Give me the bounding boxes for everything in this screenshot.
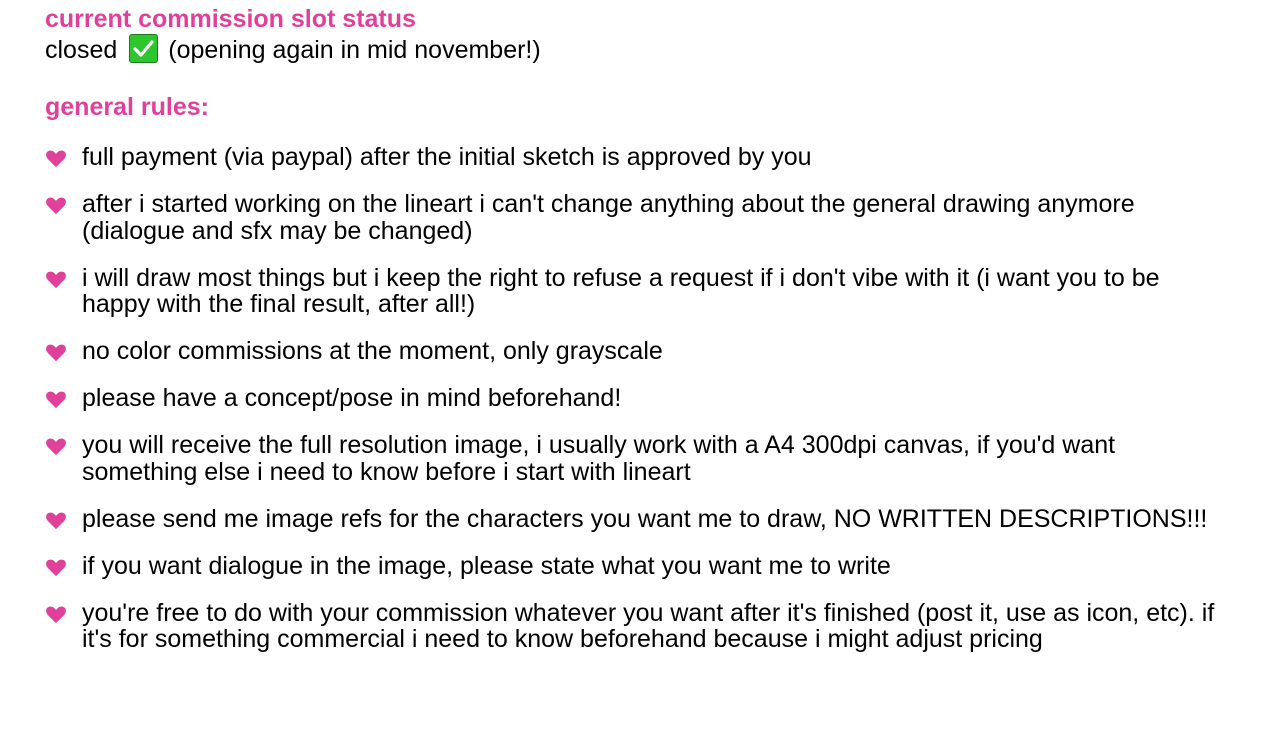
rule-item	[45, 265, 1225, 318]
heart-icon	[45, 390, 67, 409]
check-mark-button-icon	[129, 34, 158, 63]
rule-text: i will draw most things but i keep the right to refuse a request if i don't vibe with it (i want you to be happy with the final result, after all!)	[82, 263, 1160, 318]
status-note: (opening again in mid november!)	[168, 36, 541, 64]
rule-text: you're free to do with your commission whatever you want after it's finished (post it, use as icon, etc). if it's for something commercial i need to know beforehand because i might adjust pricing	[82, 598, 1215, 653]
rules-heading: general rules:	[45, 93, 209, 121]
heart-icon	[45, 343, 67, 362]
status-line	[45, 35, 1225, 66]
rule-item	[45, 385, 1225, 412]
rule-item	[45, 191, 1225, 244]
rule-item	[45, 338, 1225, 365]
rule-text: full payment (via paypal) after the initial sketch is approved by you	[82, 143, 812, 171]
rule-text: you will receive the full resolution image, i usually work with a A4 300dpi canvas, if you'd want something else i need to know before i start with lineart	[82, 431, 1116, 486]
rule-item	[45, 600, 1225, 653]
rule-text: no color commissions at the moment, only grayscale	[82, 337, 663, 365]
heart-icon	[45, 149, 67, 168]
heart-icon	[45, 270, 67, 289]
rule-item	[45, 506, 1225, 533]
rule-text: after i started working on the lineart i can't change anything about the general drawing anymore (dialogue and sfx may be changed)	[82, 190, 1135, 245]
heart-icon	[45, 558, 67, 577]
heart-icon	[45, 605, 67, 624]
commission-info	[45, 4, 1225, 673]
rules-list	[45, 144, 1225, 653]
rule-text: please have a concept/pose in mind beforehand!	[82, 384, 622, 412]
rule-item	[45, 144, 1225, 171]
rule-text: please send me image refs for the characters you want me to draw, NO WRITTEN DESCRIPTIONS!!!	[82, 504, 1208, 533]
rule-text: if you want dialogue in the image, please state what you want me to write	[82, 551, 891, 580]
heart-icon	[45, 196, 67, 215]
heart-icon	[45, 437, 67, 456]
status-heading: current commission slot status	[45, 5, 416, 33]
heart-icon	[45, 511, 67, 530]
rule-item	[45, 432, 1225, 485]
rule-item	[45, 553, 1225, 580]
status-value: closed	[45, 36, 118, 64]
